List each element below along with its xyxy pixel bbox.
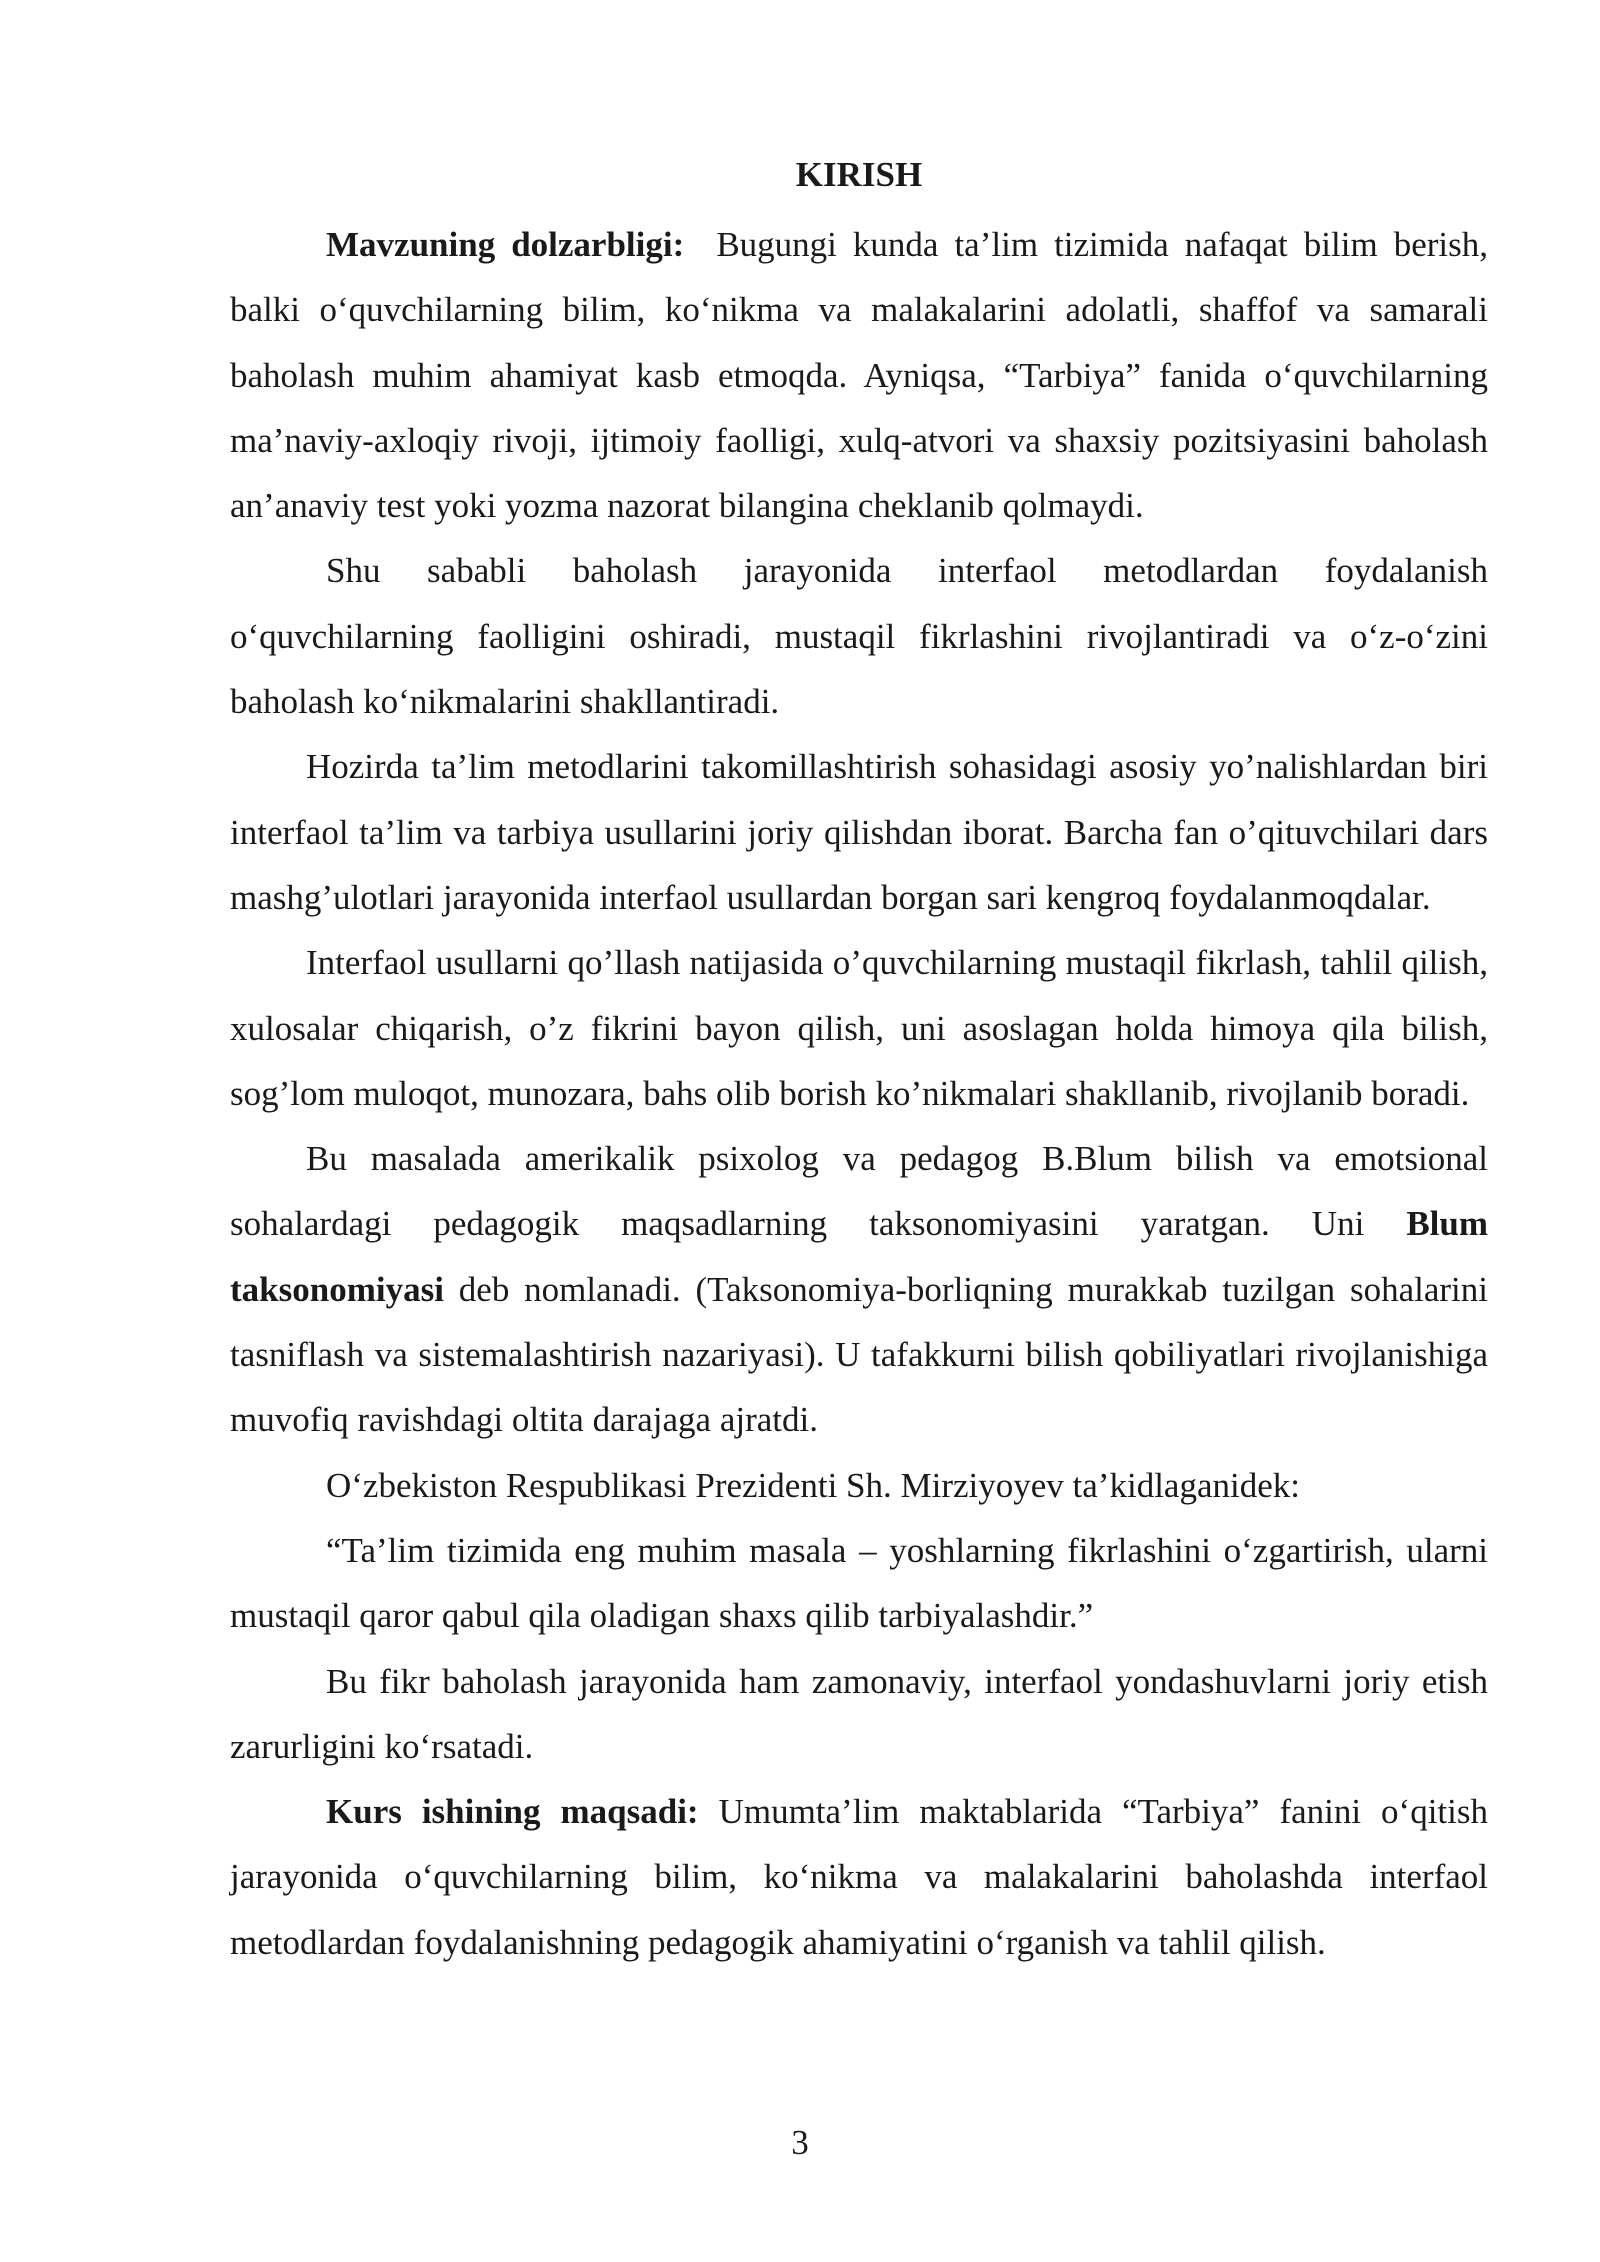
paragraph-8: Bu fikr baholash jarayonida ham zamonaviy, interfaol yondashuvlarni joriy etish zarurligini ko‘rsatadi. xyxy=(230,1661,1488,1766)
page-number: 3 xyxy=(791,2123,809,2162)
blum-intro-text: Bu masalada amerikalik psixolog va pedagog B.Blum bilish va emotsional sohalardagi pedagogik maqsadlarning taksonomiyasini yaratgan. Uni xyxy=(230,1139,1488,1244)
goal-text: Umumta’lim maktablarida “Tarbiya” fanini o‘qitish jarayonida o‘quvchilarning bilim, ko‘nikma va malakalarini baholashda interfaol metodlardan foydalanishning pedagogik ahamiyatini o‘rganish va tahlil qilish. xyxy=(230,1792,1489,1962)
paragraph-4: Interfaol usullarni qo’llash natijasida o’quvchilarning mustaqil fikrlash, tahlil qilish, xulosalar chiqarish, o’z fikrini bayon qilish, uni asoslagan holda himoya qila bilish, sog’lom muloqot, munozara, bahs olib borish ko’nikmalari shakllanib, rivojlanib boradi. xyxy=(230,943,1488,1113)
paragraph-goal xyxy=(230,1779,1488,1975)
paragraph-5 xyxy=(230,1126,1488,1452)
paragraph-2: Shu sababli baholash jarayonida interfaol metodlardan foydalanish o‘quvchilarning faolligini oshiradi, mustaqil fikrlashini rivojlantiradi va o‘z-o‘zini baholash ko‘nikmalarini shakllantiradi. xyxy=(230,551,1488,722)
paragraph-3: Hozirda ta’lim metodlarini takomillashtirish sohasidagi asosiy yo’nalishlardan biri interfaol ta’lim va tarbiya usullarini joriy qilishdan iborat. Barcha fan o’qituvchilari dars mashg’ulotlari jarayonida interfaol usullardan borgan sari kengroq foydalanmoqdalar. xyxy=(230,747,1488,917)
paragraph-6: O‘zbekiston Respublikasi Prezidenti Sh. Mirziyoyev ta’kidlaganidek: xyxy=(326,1465,1300,1505)
blum-rest-text: deb nomlanadi. (Taksonomiya-borliqning murakkab tuzilgan sohalarini tasniflash va sistemalashtirish nazariyasi). U tafakkurni bilish qobiliyatlari rivojlanishiga muvofiq ravishdagi oltita darajaga ajratdi. xyxy=(230,1269,1489,1440)
paragraph-relevance xyxy=(230,212,1488,538)
goal-heading: Kurs ishining maqsadi: xyxy=(326,1792,699,1832)
quote-paragraph: “Ta’lim tizimida eng muhim masala – yoshlarning fikrlashini o‘zgartirish, ularni mustaqil qaror qabul qila oladigan shaxs qilib tarbiyalashdir.” xyxy=(230,1530,1488,1636)
page-title: KIRISH xyxy=(795,155,923,194)
relevance-text: Bugungi kunda ta’lim tizimida nafaqat bilim berish, balki o‘quvchilarning bilim, ko‘nikma va malakalarini adolatli, shaffof va samarali baholash muhim ahamiyat kasb etmoqda. Ayniqsa, “Tarbiya” fanida o‘quvchilarning ma’naviy-axloqiy rivoji, ijtimoiy faolligi, xulq-atvori va shaxsiy pozitsiyasini baholash an’anaviy test yoki yozma nazorat bilangina cheklanib qolmaydi. xyxy=(230,225,1488,526)
blum-taxonomy-term: Blum taksonomiyasi xyxy=(230,1204,1489,1309)
document-body xyxy=(230,148,1488,1975)
relevance-heading: Mavzuning dolzarbligi: xyxy=(326,225,685,264)
